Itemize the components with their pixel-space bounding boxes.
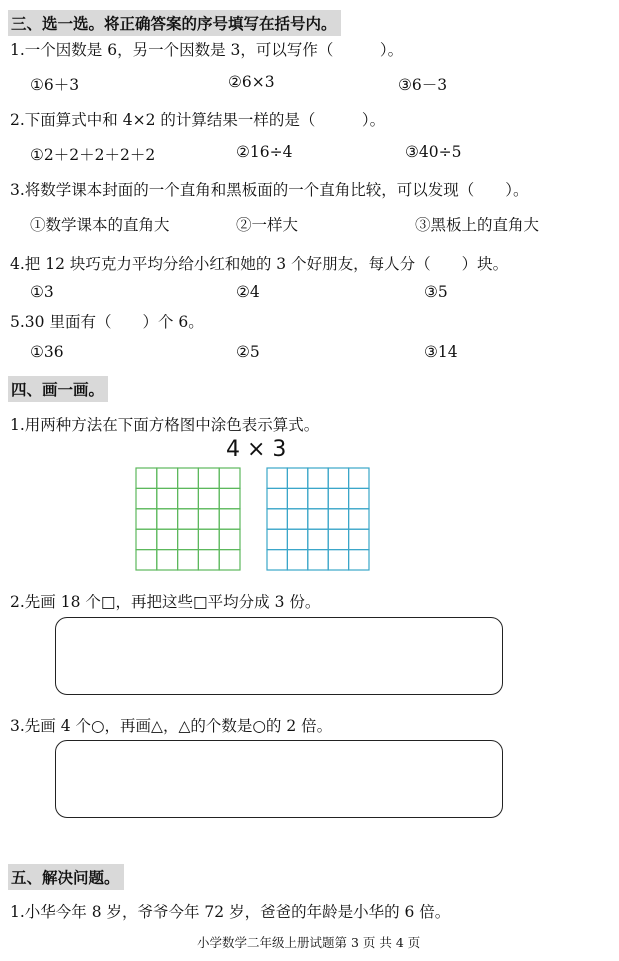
drawing-box-shapes[interactable] [55,740,503,818]
grid-cell[interactable] [136,488,157,508]
option-3-5-c: ③14 [424,343,458,361]
question-4-1: 1.用两种方法在下面方格图中涂色表示算式。 [10,416,320,434]
option-3-1-a: ①6＋3 [30,76,80,94]
grid-cell[interactable] [308,550,328,570]
grid-cell[interactable] [349,488,369,508]
grid-cell[interactable] [198,488,219,508]
grid-cell[interactable] [198,529,219,549]
option-3-2-c: ③40÷5 [405,143,462,161]
question-3-3: 3.将数学课本封面的一个直角和黑板面的一个直角比较，可以发现（ ）。 [10,181,529,199]
grid-cell[interactable] [219,550,240,570]
question-3-1: 1.一个因数是 6，另一个因数是 3，可以写作（ ）。 [10,41,404,59]
section-4-title: 四、画一画。 [8,376,108,402]
grid-cell[interactable] [308,509,328,529]
grid-cell[interactable] [328,468,348,488]
page-footer: 小学数学二年级上册试题第 3 页 共 4 页 [197,935,421,950]
grid-cell[interactable] [287,468,307,488]
grid-cell[interactable] [178,468,199,488]
grid-cell[interactable] [136,509,157,529]
grid-cell[interactable] [287,550,307,570]
grid-cell[interactable] [136,529,157,549]
grid-cell[interactable] [308,529,328,549]
option-3-4-a: ①3 [30,283,54,301]
option-3-4-b: ②4 [236,283,260,301]
grid-cell[interactable] [157,529,178,549]
grid-cell[interactable] [267,468,287,488]
option-3-5-b: ②5 [236,343,260,361]
grid-cell[interactable] [157,488,178,508]
grid-cell[interactable] [287,488,307,508]
question-4-3: 3.先画 4 个○，再画△，△的个数是○的 2 倍。 [10,717,333,735]
option-3-3-b: ②一样大 [236,216,299,234]
grid-cell[interactable] [178,550,199,570]
grid-cell[interactable] [267,509,287,529]
grid-cell[interactable] [349,529,369,549]
grid-cell[interactable] [349,550,369,570]
option-3-4-c: ③5 [424,283,448,301]
option-3-2-a: ①2＋2＋2＋2＋2 [30,146,156,164]
grid-cell[interactable] [219,488,240,508]
grid-cell[interactable] [178,488,199,508]
grid-cell[interactable] [198,509,219,529]
section-5-title: 五、解决问题。 [8,864,124,890]
grid-cell[interactable] [267,529,287,549]
grid-cell[interactable] [157,550,178,570]
grid-cell[interactable] [267,488,287,508]
grid-cell[interactable] [328,488,348,508]
grid-cell[interactable] [287,509,307,529]
grid-cell[interactable] [198,468,219,488]
grid-cell[interactable] [287,529,307,549]
grid-cell[interactable] [328,529,348,549]
grid-cell[interactable] [219,509,240,529]
grid-cell[interactable] [308,488,328,508]
grid-cell[interactable] [219,529,240,549]
grid-cell[interactable] [157,509,178,529]
grid-cell[interactable] [308,468,328,488]
grid-cell[interactable] [136,468,157,488]
grid-cell[interactable] [328,509,348,529]
question-3-5: 5.30 里面有（ ）个 6。 [10,313,204,331]
grid-cell[interactable] [157,468,178,488]
grid-expression: 4 × 3 [226,437,287,462]
option-3-3-a: ①数学课本的直角大 [30,216,170,234]
option-3-1-c: ③6－3 [398,76,448,94]
grid-cell[interactable] [267,550,287,570]
grid-left[interactable] [135,467,241,571]
question-4-2: 2.先画 18 个□，再把这些□平均分成 3 份。 [10,593,321,611]
grid-cell[interactable] [349,468,369,488]
section-3-title: 三、选一选。将正确答案的序号填写在括号内。 [8,10,341,36]
grid-cell[interactable] [349,509,369,529]
option-3-5-a: ①36 [30,343,64,361]
question-3-2: 2.下面算式中和 4×2 的计算结果一样的是（ ）。 [10,111,386,129]
option-3-1-b: ②6×3 [228,73,275,91]
grid-cell[interactable] [328,550,348,570]
grid-cell[interactable] [178,529,199,549]
question-3-4: 4.把 12 块巧克力平均分给小红和她的 3 个好朋友，每人分（ ）块。 [10,255,509,273]
grid-cell[interactable] [198,550,219,570]
grid-cell[interactable] [178,509,199,529]
grid-cell[interactable] [136,550,157,570]
grid-right[interactable] [266,467,370,571]
option-3-2-b: ②16÷4 [236,143,293,161]
option-3-3-c: ③黑板上的直角大 [415,216,540,234]
question-5-1: 1.小华今年 8 岁，爷爷今年 72 岁，爸爸的年龄是小华的 6 倍。 [10,903,451,921]
drawing-box-squares[interactable] [55,617,503,695]
grid-cell[interactable] [219,468,240,488]
